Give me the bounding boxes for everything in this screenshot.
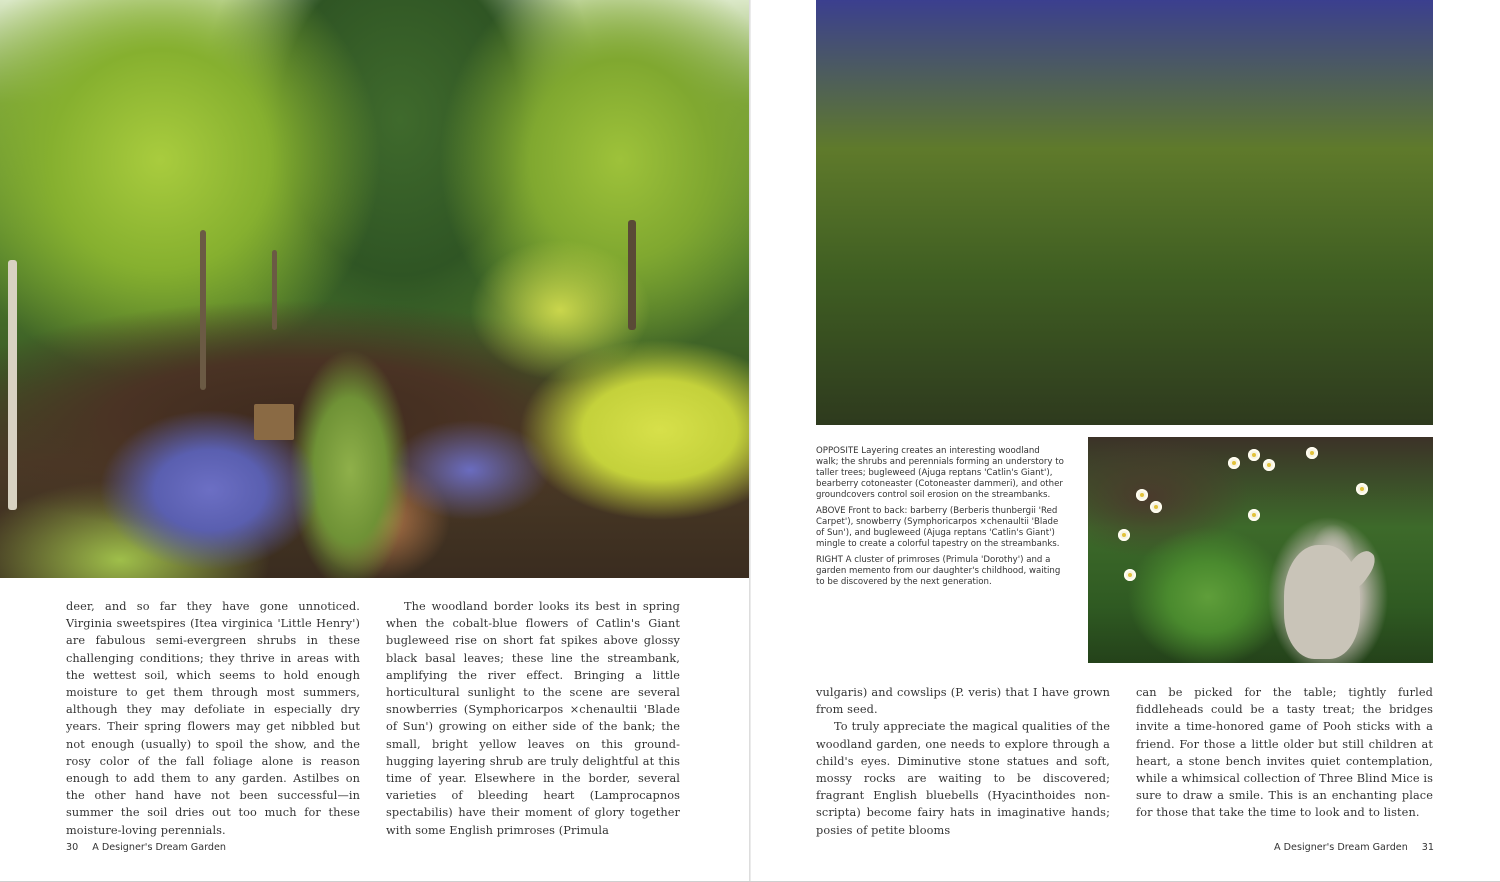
body-column-2: [386, 598, 680, 839]
primrose-flower: [1124, 569, 1136, 581]
running-title: A Designer's Dream Garden: [1274, 842, 1408, 853]
tree-trunk: [272, 250, 277, 330]
body-column-4: [1136, 684, 1433, 822]
tree-trunk: [200, 230, 206, 390]
body-paragraph: deer, and so far they have gone unnoticed. Virginia sweetspires (Itea virginica 'Little Henry') are fabulous semi-evergreen shrubs in these challenging conditions; they thrive in areas with the wettest soil, which seems to hold enough moisture to get them through most summers, although they may defoliate in especially dry years. Their spring flowers may get nibbled but not enough (usually) to spoil the show, and the rosy color of the fall foliage alone is reason enough to add them to any garden. Astilbes on the other hand have not been successful—in summer the soil dries out too much for these moisture-loving perennials.: [66, 600, 360, 837]
wooden-bridge: [254, 404, 294, 440]
photo-captions: [816, 446, 1064, 593]
running-title: A Designer's Dream Garden: [92, 842, 226, 853]
woodland-garden-photo: [0, 0, 749, 578]
folio-right: [1274, 842, 1434, 853]
primrose-flower: [1248, 509, 1260, 521]
primrose-flower: [1248, 449, 1260, 461]
tree-trunk: [628, 220, 636, 330]
primrose-flower: [1150, 501, 1162, 513]
body-paragraph: vulgaris) and cowslips (P. veris) that I have grown from seed.: [816, 686, 1110, 717]
body-paragraph: The woodland border looks its best in spring when the cobalt-blue flowers of Catlin's Giant bugleweed rise on short fat spikes above glossy black basal leaves; these line the streambank, amplifying the river effect. Bringing a little horticultural sunlight to the scene are several snowberries (Symphoricarpos ×chenaultii 'Blade of Sun') growing on either side of the bank; the small, bright yellow leaves on this ground-hugging layering shrub are truly delightful at this time of year. Elsewhere in the border, several varieties of bleeding heart (Lamprocapnos spectabilis) have their moment of glory together with some English primroses (Primula: [386, 600, 680, 837]
primrose-flower: [1306, 447, 1318, 459]
caption-above: ABOVE Front to back: barberry (Berberis thunbergii 'Red Carpet'), snowberry (Symphoricarpos ×chenaultii 'Blade of Sun'), and bugleweed (Ajuga reptans 'Catlin's Giant') mingle to create a colorful tapestry on the streambanks.: [816, 506, 1060, 549]
folio-left: [66, 842, 226, 853]
barberry-snowberry-bugleweed-photo: [816, 0, 1433, 425]
body-column-1: [66, 598, 360, 839]
page-number: 30: [66, 842, 79, 853]
caption-right: RIGHT A cluster of primroses (Primula 'Dorothy') and a garden memento from our daughter's childhood, waiting to be discovered by the next generation.: [816, 555, 1061, 587]
primrose-flower: [1228, 457, 1240, 469]
primrose-flower: [1263, 459, 1275, 471]
body-paragraph: To truly appreciate the magical qualities of the woodland garden, one needs to explore through a child's eyes. Diminutive stone statues and soft, mossy rocks are waiting to be discovered; fragrant English bluebells (Hyacinthoides non-scripta) become fairy hats in imaginative hands; posies of petite blooms: [816, 720, 1110, 837]
stone-bunny-statue: [1284, 545, 1360, 659]
body-column-3: [816, 684, 1110, 839]
primrose-flower: [1118, 529, 1130, 541]
page-number: 31: [1421, 842, 1434, 853]
birch-trunk: [8, 260, 17, 510]
primrose-flower: [1356, 483, 1368, 495]
body-paragraph: can be picked for the table; tightly furled fiddleheads could be a tasty treat; the bridges invite a time-honored game of Pooh sticks with a friend. For those a little older but still children at heart, a stone bench invites quiet contemplation, while a whimsical collection of Three Blind Mice is sure to draw a smile. This is an enchanting place for those that take the time to look and to listen.: [1136, 686, 1433, 820]
primrose-and-bunny-statue-photo: [1088, 437, 1433, 663]
primrose-flower: [1136, 489, 1148, 501]
caption-opposite: OPPOSITE Layering creates an interesting woodland walk; the shrubs and perennials forming an understory to taller trees; bugleweed (Ajuga reptans 'Catlin's Giant'), bearberry cotoneaster (Cotoneaster dammeri), and other groundcovers control soil erosion on the streambanks.: [816, 446, 1064, 500]
